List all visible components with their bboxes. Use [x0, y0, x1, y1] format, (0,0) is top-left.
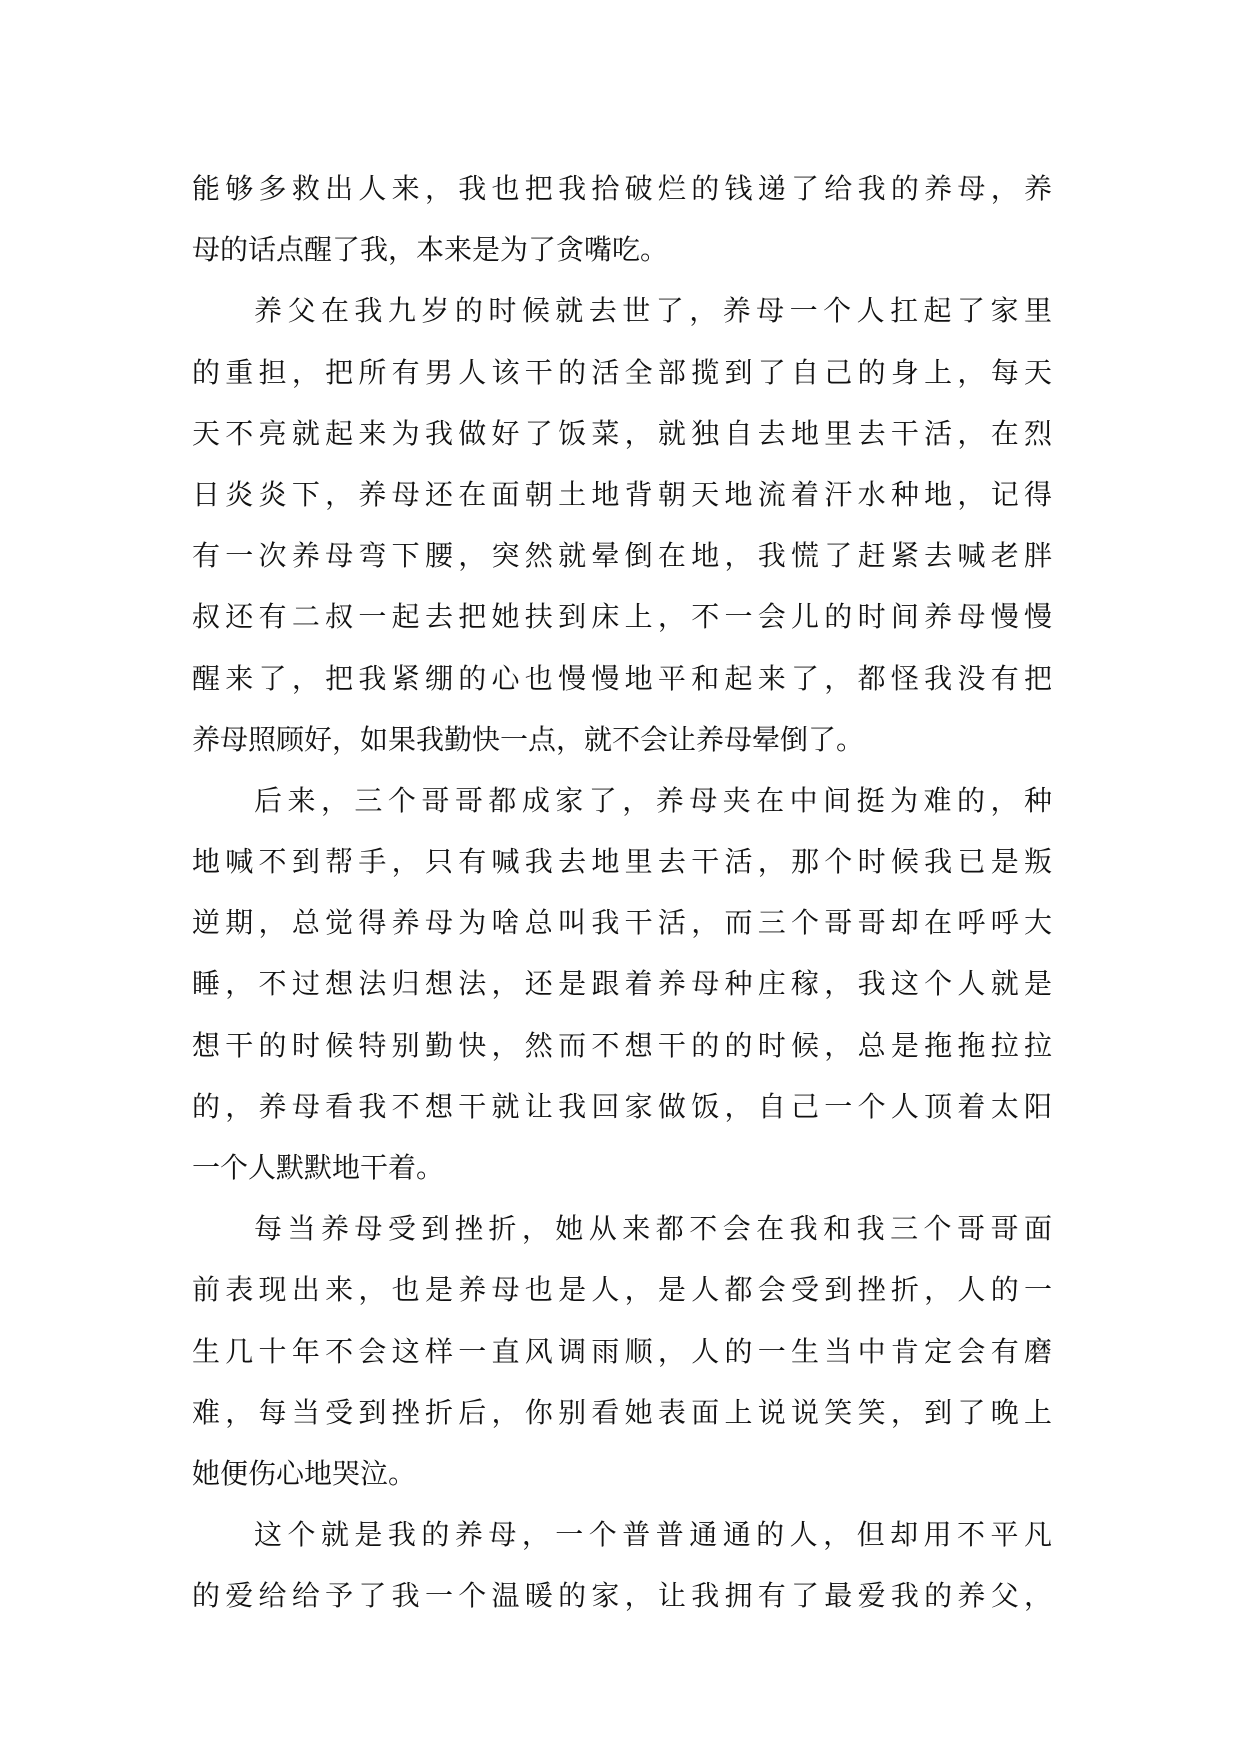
paragraph-first-line: 这个就是我的养母，一个普普通通的人，但却用不平凡 [254, 1518, 1052, 1552]
text-line: 醒来了，把我紧绷的心也慢慢地平和起来了，都怪我没有把 [192, 661, 1052, 695]
text-line: 睡，不过想法归想法，还是跟着养母种庄稼，我这个人就是 [192, 967, 1052, 1001]
text-line: 她便伤心地哭泣。 [192, 1456, 417, 1490]
text-line: 天不亮就起来为我做好了饭菜，就独自去地里去干活，在烈 [192, 416, 1052, 450]
text-line: 的，养母看我不想干就让我回家做饭，自己一个人顶着太阳 [192, 1089, 1052, 1123]
text-line: 一个人默默地干着。 [192, 1151, 445, 1184]
text-line: 日炎炎下，养母还在面朝土地背朝天地流着汗水种地，记得 [192, 477, 1052, 511]
text-line: 生几十年不会这样一直风调雨顺，人的一生当中肯定会有磨 [192, 1334, 1052, 1368]
text-line: 有一次养母弯下腰，突然就晕倒在地，我慌了赶紧去喊老胖 [192, 539, 1052, 573]
text-line: 母的话点醒了我，本来是为了贪嘴吃。 [192, 233, 669, 267]
text-line: 叔还有二叔一起去把她扶到床上，不一会儿的时间养母慢慢 [192, 600, 1052, 634]
text-line: 养母照顾好，如果我勤快一点，就不会让养母晕倒了。 [192, 722, 865, 756]
text-line: 的重担，把所有男人该干的活全部揽到了自己的身上，每天 [192, 355, 1052, 389]
text-line: 的爱给给予了我一个温暖的家，让我拥有了最爱我的养父， [192, 1579, 1052, 1613]
document-body [192, 158, 1052, 1627]
text-line: 逆期，总觉得养母为啥总叫我干活，而三个哥哥却在呼呼大 [192, 906, 1052, 940]
paragraph-first-line: 每当养母受到挫折，她从来都不会在我和我三个哥哥面 [254, 1212, 1052, 1246]
text-line: 能够多救出人来，我也把我拾破烂的钱递了给我的养母，养 [192, 172, 1052, 205]
text-line: 前表现出来，也是养母也是人，是人都会受到挫折，人的一 [192, 1273, 1052, 1307]
paragraph-first-line: 后来，三个哥哥都成家了，养母夹在中间挺为难的，种 [254, 783, 1052, 817]
paragraph-first-line: 养父在我九岁的时候就去世了，养母一个人扛起了家里 [254, 294, 1052, 328]
text-line: 难，每当受到挫折后，你别看她表面上说说笑笑，到了晚上 [192, 1395, 1052, 1429]
text-line: 地喊不到帮手，只有喊我去地里去干活，那个时候我已是叛 [192, 845, 1052, 879]
text-line: 想干的时候特别勤快，然而不想干的的时候，总是拖拖拉拉 [192, 1028, 1052, 1062]
